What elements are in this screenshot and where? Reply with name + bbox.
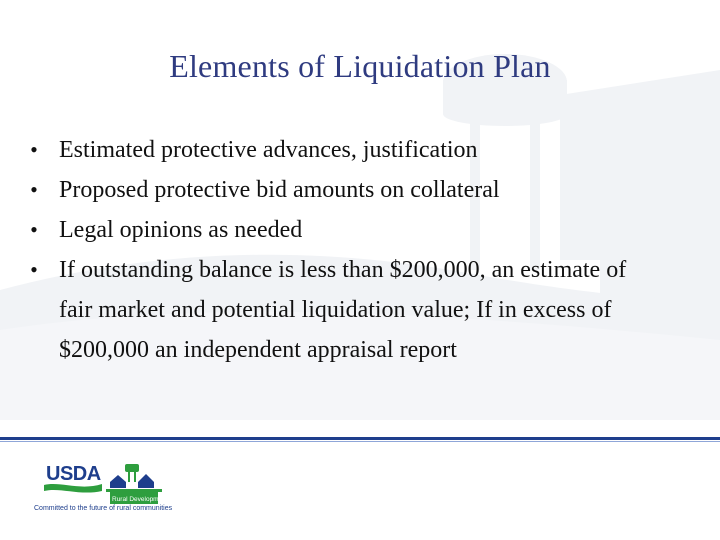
bullet-item <box>24 250 644 370</box>
bullet-dot: • <box>30 177 38 202</box>
bullet-dot: • <box>30 137 38 162</box>
bullet-dot: • <box>30 257 38 282</box>
bullet-text: Proposed protective bid amounts on collateral <box>59 177 500 203</box>
logo-field-icon <box>106 489 162 492</box>
logo-usda-text: USDA <box>46 463 101 485</box>
farm-building-icon <box>110 474 154 488</box>
footer-rule-thin <box>0 441 720 442</box>
logo-swoosh-icon <box>44 484 102 493</box>
bullet-text: Legal opinions as needed <box>59 217 303 243</box>
footer-tagline: Committed to the future of rural communities <box>34 505 173 512</box>
bullet-dot: • <box>30 217 38 242</box>
footer-rule <box>0 437 720 440</box>
bullet-text: If outstanding balance is less than $200,000, an estimate of fair market and potential liquidation value; If in excess of $200,000 an independent appraisal report <box>59 257 627 363</box>
bullet-text: Estimated protective advances, justification <box>59 137 478 163</box>
bullet-item <box>24 170 664 210</box>
slide-title: Elements of Liquidation Plan <box>169 48 551 84</box>
bullet-item <box>24 130 664 170</box>
water-tower-icon <box>125 464 139 482</box>
usda-rural-development-logo <box>40 458 170 506</box>
logo-sub-text: Rural Development <box>112 496 168 503</box>
bullet-list <box>24 130 664 370</box>
bullet-item <box>24 210 664 250</box>
